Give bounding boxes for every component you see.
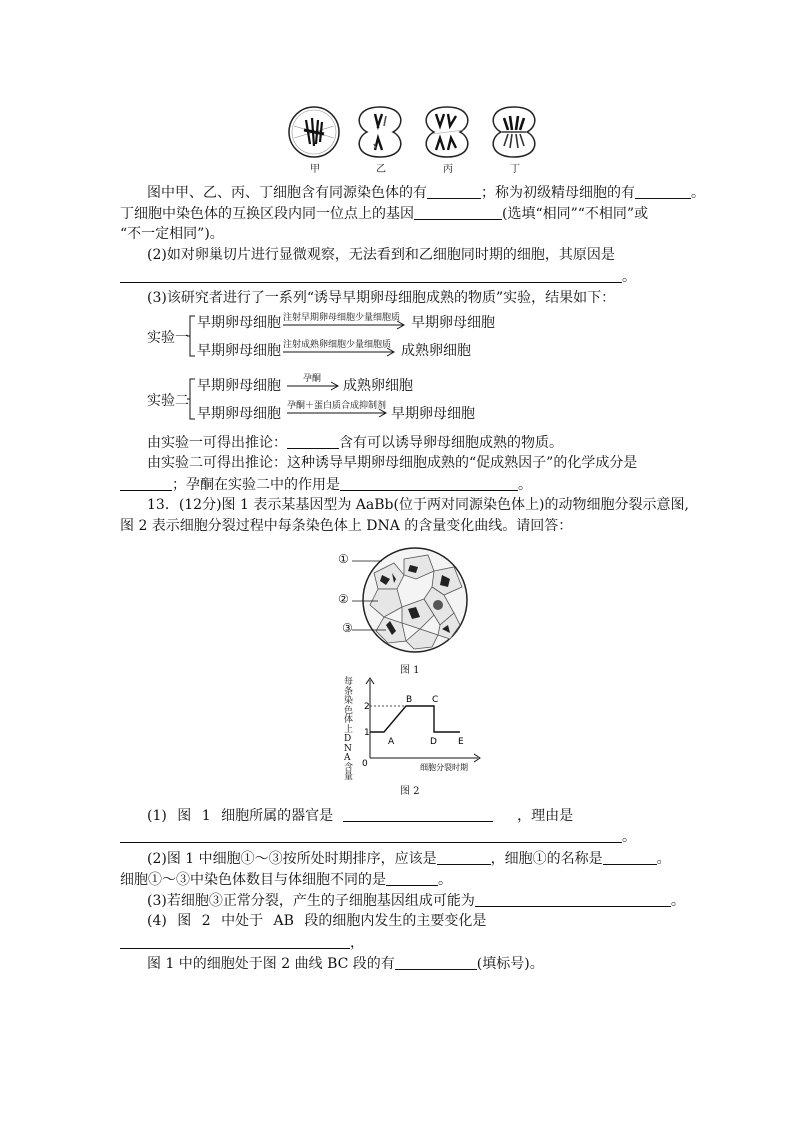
blank[interactable] (120, 474, 172, 491)
blank[interactable] (395, 953, 477, 970)
q13-q4b: 图 1 中的细胞处于图 2 曲线 BC 段的有 (填标号)。 (147, 953, 677, 973)
exp2-row1-arrow-label: 孕酮 (303, 374, 322, 384)
exp1-row1-arrow-label: 注射早期卵母细胞少量细胞质 (283, 313, 401, 323)
exp1-row2-right: 成熟卵细胞 (401, 343, 471, 359)
cell-division-figure (280, 100, 550, 175)
cell-label-jia: 甲 (310, 164, 320, 175)
blank[interactable] (120, 266, 622, 283)
exp1-label: 实验一 (147, 330, 189, 346)
q13-q4: (4) 图 2 中处于 AB 段的细胞内发生的主要变化是 (147, 913, 487, 929)
exp2-row1-left: 早期卵母细胞 (197, 378, 281, 394)
exp2-row1-right: 成熟卵细胞 (343, 378, 413, 394)
cell-bing (426, 107, 468, 157)
fig1-marker-1: ① (338, 552, 349, 566)
q13-q2: (2)图 1 中细胞①～③按所处时期排序，应该是 ，细胞①的名称是 。 (147, 848, 677, 868)
exp2-row2-arrow-label: 孕酮＋蛋白质合成抑制剂 (287, 401, 387, 411)
blank[interactable] (287, 432, 339, 449)
exp2-row2-right: 早期卵母细胞 (391, 406, 475, 422)
experiment-2 (147, 373, 547, 427)
q12-line2: 丁细胞中染色体的互换区段内同一位点上的基因 (选填“相同”“不相同”或 (120, 203, 675, 223)
fig2-ytick-2: 2 (364, 702, 370, 712)
exp2-label: 实验二 (147, 393, 189, 409)
q12-p2: (2)如对卵巢切片进行显微观察，无法看到和乙细胞同时期的细胞，其原因是 (147, 247, 615, 263)
fig1-caption: 图 1 (400, 665, 420, 676)
q12-line3: “不一定相同”)。 (120, 226, 224, 242)
q13-q1-answer: 。 (120, 826, 675, 846)
fig1-marker-3: ③ (342, 621, 353, 635)
q12-p2-answer: 。 (120, 266, 675, 286)
fig2-caption: 图 2 (400, 786, 420, 797)
q12-p3: (3)该研究者进行了一系列“诱导早期卵母细胞成熟的物质”实验，结果如下： (147, 290, 616, 306)
cell-label-yi: 乙 (376, 164, 386, 175)
q13-q2b: 细胞①～③中染色体数目与体细胞不同的是 。 (120, 869, 675, 889)
fig2-point-c: C (432, 695, 439, 705)
fig2-origin: 0 (362, 759, 368, 769)
cell-label-ding: 丁 (510, 164, 520, 175)
cell-ding (493, 107, 535, 157)
q13-q4-answer: ， (120, 932, 675, 952)
blank[interactable] (427, 182, 481, 199)
blank[interactable] (120, 826, 622, 843)
figure-2 (340, 676, 490, 796)
fig2-point-e: E (458, 737, 464, 747)
exp1-row2-arrow-label: 注射成熟卵细胞少量细胞质 (283, 340, 392, 350)
q13-stem1: 13．(12分)图 1 表示某基因型为 AaBb(位于两对同源染色体上)的动物细胞分裂示意图, (147, 497, 689, 513)
blank[interactable] (120, 932, 350, 949)
exp2-row2-left: 早期卵母细胞 (197, 406, 281, 422)
fig2-point-d: D (430, 737, 437, 747)
figure-1 (338, 545, 472, 676)
exp1-row1-right: 早期卵母细胞 (411, 315, 495, 331)
q12-line1: 图中甲、乙、丙、丁细胞含有同源染色体的有 ；称为初级精母细胞的有 。 (147, 182, 677, 202)
blank[interactable] (635, 182, 691, 199)
q13-q3: (3)若细胞③正常分裂，产生的子细胞基因组成可能为 。 (147, 890, 677, 910)
blank[interactable] (386, 869, 438, 886)
fig2-ylabel: 每条染色体上DNA含量 (344, 677, 354, 782)
fig2-ytick-1: 1 (364, 728, 370, 738)
blank[interactable] (603, 848, 657, 865)
blank[interactable] (340, 474, 518, 491)
blank[interactable] (343, 805, 493, 822)
blank[interactable] (475, 890, 671, 907)
q12-inference1: 由实验一可得出推论： 含有可以诱导卵母细胞成熟的物质。 (147, 432, 677, 452)
q13-q1: (1) 图 1 细胞所属的器官是 ，理由是 (147, 805, 677, 825)
q12-inference3: ；孕酮在实验二中的作用是 。 (120, 474, 675, 494)
fig2-point-a: A (388, 737, 395, 747)
fig1-marker-2: ② (338, 592, 349, 606)
cell-jia (289, 107, 339, 157)
cell-label-bing: 丙 (443, 164, 453, 175)
q12-inference2: 由实验二可得出推论：这种诱导早期卵母细胞成熟的“促成熟因子”的化学成分是 (147, 455, 638, 471)
q13-stem2: 图 2 表示细胞分裂过程中每条染色体上 DNA 的含量变化曲线。请回答： (120, 518, 573, 534)
exp1-row2-left: 早期卵母细胞 (197, 343, 281, 359)
exp1-row1-left: 早期卵母细胞 (197, 315, 281, 331)
fig2-xlabel: 细胞分裂时期 (420, 763, 468, 772)
experiment-1 (147, 310, 547, 364)
cell-yi (359, 107, 401, 157)
fig2-point-b: B (406, 695, 413, 705)
blank[interactable] (414, 203, 502, 220)
blank[interactable] (437, 848, 491, 865)
